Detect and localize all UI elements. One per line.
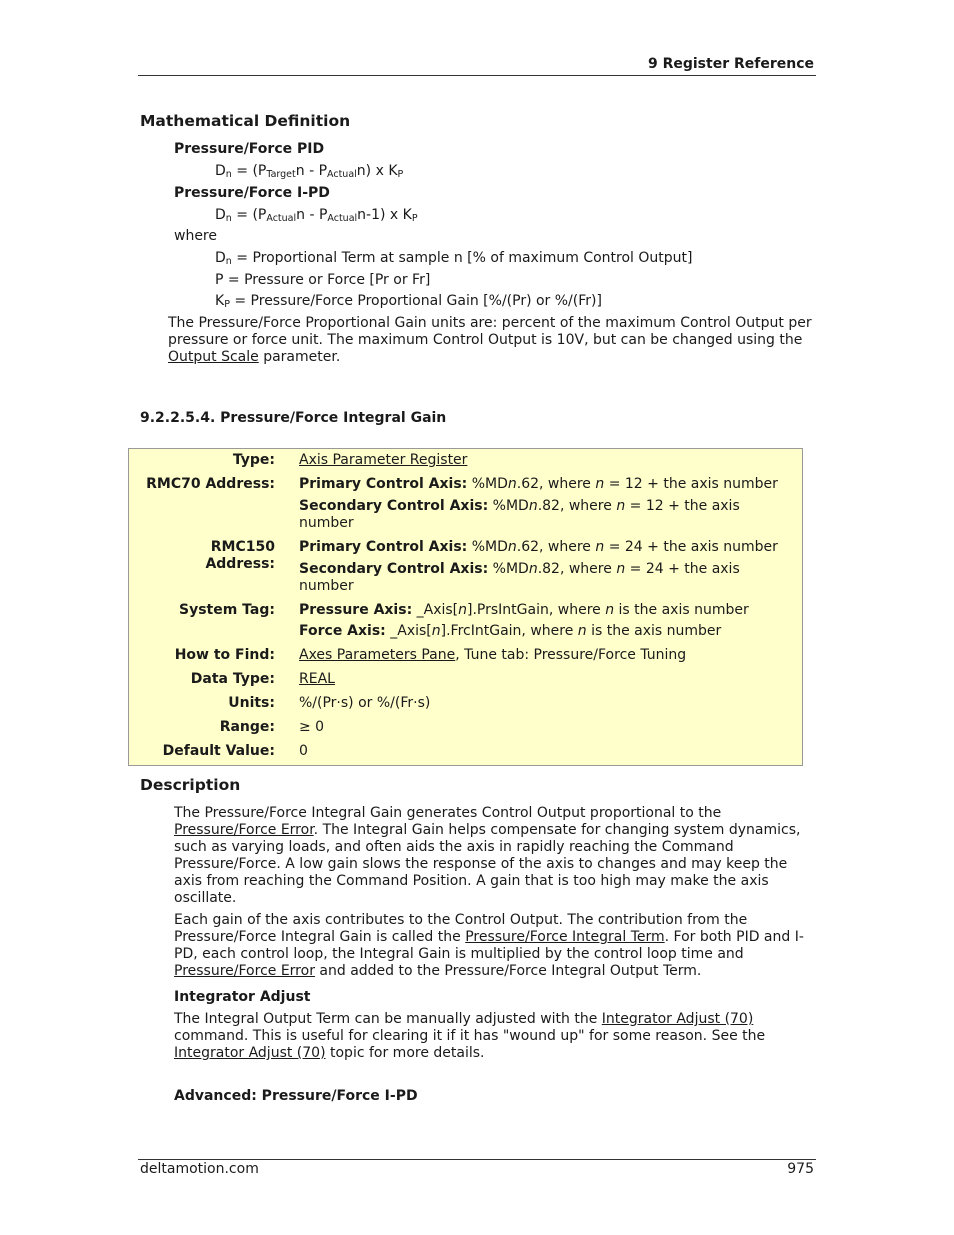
where-label: where — [174, 228, 217, 244]
rmc150-primary: Primary Control Axis: %MDn.62, where n = 24 + the axis number — [299, 539, 778, 555]
description-heading: Description — [140, 776, 241, 794]
rmc70-secondary: Secondary Control Axis: %MDn.82, where n = 12 + the axis number — [299, 498, 740, 531]
rmc150-secondary: Secondary Control Axis: %MDn.82, where n = 24 + the axis number — [299, 561, 740, 594]
output-scale-link[interactable]: Output Scale — [168, 349, 259, 365]
pressure-force-error-link[interactable]: Pressure/Force Error — [174, 822, 314, 838]
advanced-ipd-title: Advanced: Pressure/Force I-PD — [174, 1088, 418, 1104]
axis-parameter-register-link[interactable]: Axis Parameter Register — [299, 452, 468, 468]
rmc70-primary: Primary Control Axis: %MDn.62, where n = 12 + the axis number — [299, 476, 778, 492]
system-tag-label: System Tag: — [178, 602, 275, 618]
header-divider — [138, 75, 816, 76]
type-value — [299, 452, 794, 469]
real-link[interactable]: REAL — [299, 671, 335, 687]
pressure-force-error-link-2[interactable]: Pressure/Force Error — [174, 963, 315, 979]
description-paragraph-1: The Pressure/Force Integral Gain generates Control Output proportional to the Pressure/Force Error. The Integral Gain helps compensate for changing system dynamics, such as varying loads, and often aids the axis in rapidly reaching the Command Pressure/Force. A low gain slows the response of the axis to changes and may keep the axis from reaching the Command Position. A gain that is too high may make the axis oscillate. — [174, 805, 801, 906]
definition-kp: $K_P$ = Pressure/Force Proportional Gain [%/(Pr) or %/(Fr)] — [215, 293, 602, 310]
section-title: 9.2.2.5.4. Pressure/Force Integral Gain — [140, 410, 447, 426]
integrator-adjust-title: Integrator Adjust — [174, 989, 311, 1005]
units-label: Units: — [228, 695, 275, 711]
units-value: %/(Pr·s) or %/(Fr·s) — [299, 695, 431, 711]
data-type-label: Data Type: — [190, 671, 275, 687]
axes-parameters-pane-link[interactable]: Axes Parameters Pane — [299, 647, 456, 663]
description-paragraph-3: The Integral Output Term can be manually adjusted with the Integrator Adjust (70) command. This is useful for clearing it if it has "wound up" for some reason. See the Integrator Adjust (70) topic for more details. — [174, 1011, 766, 1061]
definition-p: P = Pressure or Force [Pr or Fr] — [215, 272, 431, 288]
definition-dn: $D_n$ = Proportional Term at sample n [% of maximum Control Output] — [215, 250, 693, 267]
description-paragraph-2: Each gain of the axis contributes to the Control Output. The contribution from the Pressure/Force Integral Gain is called the Pressure/Force Integral Term. For both PID and I-PD, each control loop, the Integral Gain is multiplied by the control loop time and Pressure/Force Error and added to the Pressure/Force Integral Output Term. — [174, 912, 804, 979]
default-value-label: Default Value: — [162, 743, 275, 759]
data-type-value — [299, 671, 794, 688]
integrator-adjust-link-2[interactable]: Integrator Adjust (70) — [174, 1045, 326, 1061]
system-tag-force: Force Axis: _Axis[n].FrcIntGain, where n is the axis number — [299, 623, 722, 639]
how-to-find-label: How to Find: — [174, 647, 275, 663]
integrator-adjust-link[interactable]: Integrator Adjust (70) — [601, 1011, 754, 1027]
pressure-force-integral-term-link[interactable]: Pressure/Force Integral Term — [465, 929, 665, 945]
range-value: ≥ 0 — [299, 719, 325, 735]
footer-divider — [138, 1159, 816, 1160]
how-to-find-value: Axes Parameters Pane, Tune tab: Pressure/Force Tuning — [299, 647, 687, 663]
math-heading: Mathematical Definition — [140, 112, 351, 130]
rmc150-label: RMC150 Address: — [205, 539, 275, 572]
units-paragraph: The Pressure/Force Proportional Gain units are: percent of the maximum Control Output per pressure or force unit. The maximum Control Output is 10V, but can be changed using the Output Scale parameter. — [168, 315, 812, 365]
type-label: Type: — [232, 452, 275, 468]
footer-site: deltamotion.com — [140, 1161, 259, 1177]
register-info-table — [128, 448, 803, 766]
pid-formula: $D_n = (P_{Target}n - P_{Actual}n)$ x $K_P$ — [215, 163, 404, 180]
pid-title: Pressure/Force PID — [174, 141, 325, 157]
ipd-formula: $D_n = (P_{Actual}n - P_{Actual}n-1)$ x $K_P$ — [215, 207, 418, 224]
default-value: 0 — [299, 743, 308, 759]
range-label: Range: — [219, 719, 275, 735]
ipd-title: Pressure/Force I-PD — [174, 185, 330, 201]
system-tag-pressure: Pressure Axis: _Axis[n].PrsIntGain, where n is the axis number — [299, 602, 749, 618]
page-header-title: 9 Register Reference — [647, 56, 814, 72]
page-number: 975 — [787, 1161, 814, 1177]
rmc70-label: RMC70 Address: — [146, 476, 275, 492]
